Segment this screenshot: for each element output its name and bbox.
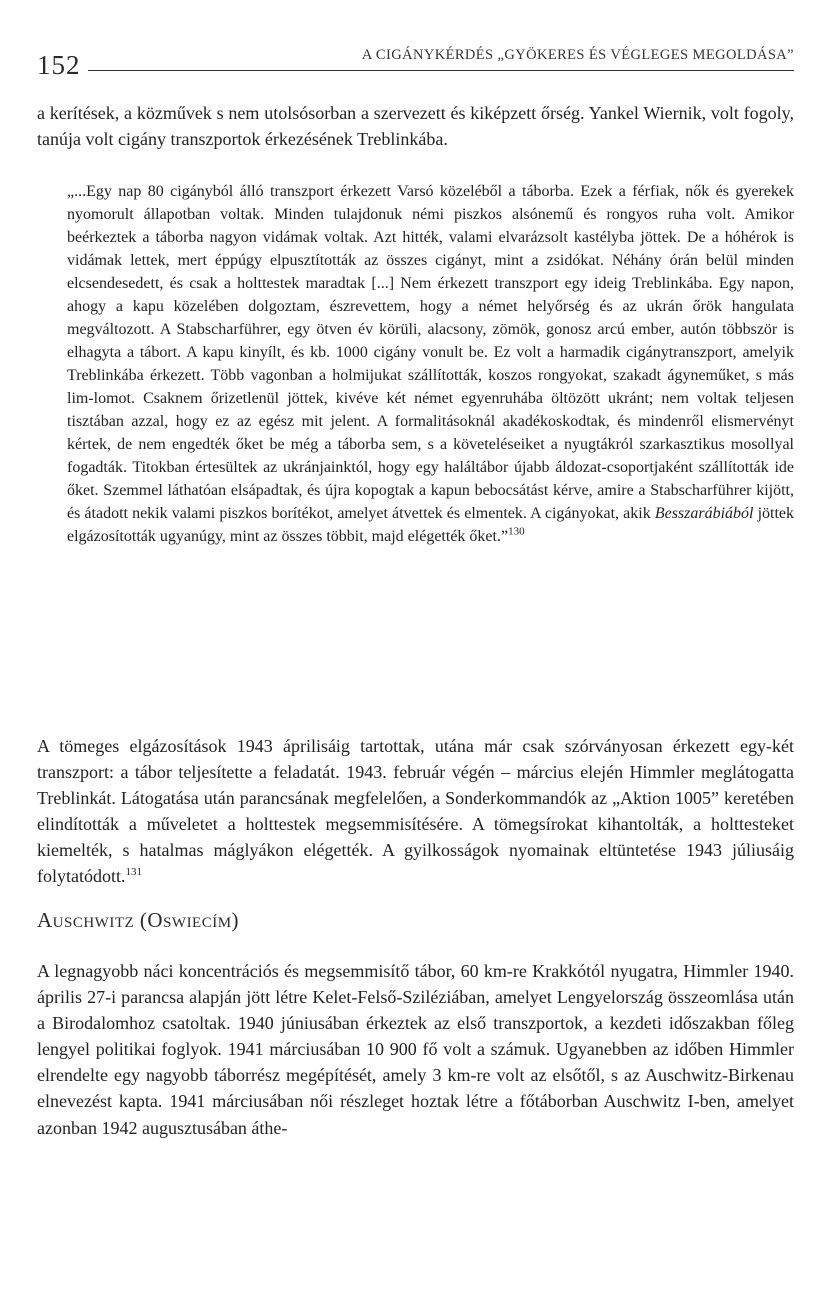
footnote-ref-130: 130 xyxy=(508,526,525,539)
paragraph-gassings xyxy=(37,733,794,890)
footnote-ref-131: 131 xyxy=(125,866,142,879)
paragraph-gassings-text: A tömeges elgázosítások 1943 áprilisáig tartottak, utána már csak szórványosan érkezett egy-két transzport: a tábor teljesítette a feladatát. 1943. február végén – március elején Himmler meglátogatta Treblinkát. Látogatása után parancsának megfelelően, a Sonderkommandók az „Aktion 1005” keretében elindították a műveletet a holttestek megsemmisítésére. A tömegsírokat kihantolták, a holttesteket kiemelték, s hatalmas máglyákon elégették. A gyilkosságok nyomainak eltüntetése 1943 júliusáig folytatódott. xyxy=(37,736,794,887)
page-number: 152 xyxy=(37,50,81,80)
quote-text: „...Egy nap 80 cigányból álló transzport érkezett Varsó közeléből a táborba. Ezek a férfiak, nők és gyerekek nyomorult állapotban voltak. Minden tulajdonuk némi piszkos alsónemű és rongyos ruha volt. Amikor beérkeztek a táborba nagyon vidámak voltak. Azt hitték, valami elvarázsolt kastélyba jöttek. De a hóhérok is vidámak lettek, mert éppúgy elpusztították az összes cigányt, mint a zsidókat. Néhány órán belül minden elcsendesedett, és csak a holttestek maradtak [...] Nem érkezett transzport egy ideig Treblinkába. Egy napon, ahogy a kapu közelében dolgoztam, észrevettem, hogy a német helyőrség és az ukrán őrök hangulata megváltozott. A Stabscharführer, egy ötven év körüli, alacsony, zömök, gonosz arcú ember, autón többször is elhagyta a tábort. A kapu kinyílt, és kb. 1000 cigány vonult be. Ez volt a harmadik cigánytranszport, amelyik Treblinkába érkezett. Több vagonban a holmijukat szállították, koszos rongyokat, szakadt ágyneműket, s más lim-lomot. Csaknem őrizetlenül jöttek, kivéve két német egyenruhába öltözött ukránt; nem voltak teljesen tisztában azzal, hogy ez az egész mit jelent. A formalitásoknál akadékoskodtak, és mindenről elismervényt kértek, de nem engedték őket be még a táborba sem, s a követeléseiket a nyugtákról szarkasztikus mosollyal fogadták. Titokban értesültek az ukránjainktól, hogy egy haláltábor újabb áldozat-csoportjaként szállították ide őket. Szemmel láthatóan elsápadtak, és újra kopogtak a kapun bebocsátást kérve, amire a Stabscharführer kijött, és átadott nekik valami piszkos borítékot, amelyet átvettek és elmentek. A cigányokat, akik xyxy=(67,183,794,523)
quote-italic-word: Besszarábiából xyxy=(654,505,754,523)
intro-paragraph: a kerítések, a közművek s nem utolsósorban a szervezett és kiképzett őrség. Yankel Wiernik, volt fogoly, tanúja volt cigány transzportok érkezésének Treblinkába. xyxy=(37,103,794,150)
running-title: A CIGÁNYKÉRDÉS „GYÖKERES ÉS VÉGLEGES MEGOLDÁSA” xyxy=(361,47,794,63)
quote-text-end: jöttek elgázosították ugyanúgy, mint az összes többit, majd elégették őket.” xyxy=(67,505,795,546)
witness-quote xyxy=(67,180,794,549)
paragraph-auschwitz: A legnagyobb náci koncentrációs és megsemmisítő tábor, 60 km-re Krakkótól nyugatra, Himmler 1940. április 27-i parancsa alapján jött létre Kelet-Felső-Sziléziában, amelyet Lengyelország összeomlása után a Birodalomhoz csatoltak. 1940 júniusában érkeztek az első transzportok, a kezdeti időszakban főleg lengyel politikai foglyok. 1941 márciusában 10 900 fő volt a számuk. Ugyanebben az időben Himmler elrendelte egy nagyobb táborrész megépítését, amely 3 km-re volt az elsőtől, s az Auschwitz-Birkenau elnevezést kapta. 1941 márciusában női részleget hoztak létre a főtáborban Auschwitz I-ben, amelyet azonban 1942 augusztusában áthe- xyxy=(37,961,794,1138)
header-rule xyxy=(88,70,794,71)
section-heading: Auschwitz (Oswiecím) xyxy=(37,908,240,932)
